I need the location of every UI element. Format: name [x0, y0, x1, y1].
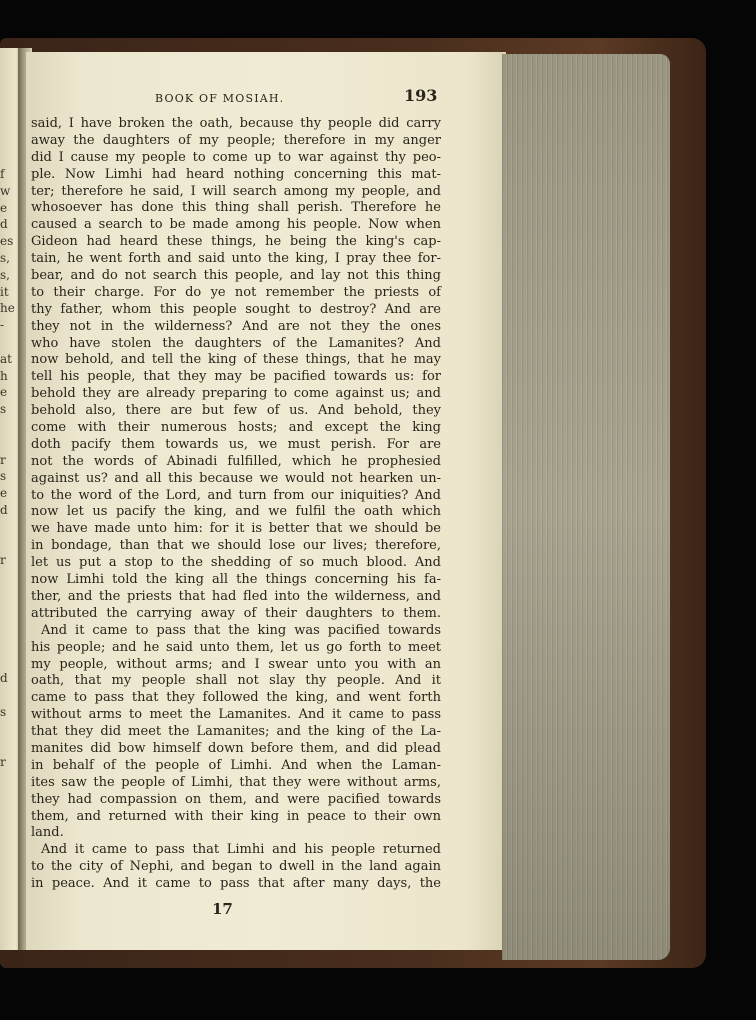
page-number: 193 — [404, 86, 438, 105]
text-line: ter; therefore he said, I will search among my people, and — [31, 183, 441, 199]
text-line: now let us pacify the king, and we fulfil the oath which — [31, 504, 441, 520]
text-line: without arms to meet the Lamanites. And it came to pass — [31, 707, 441, 723]
text-line: now behold, and tell the king of these things, that he may — [31, 352, 441, 368]
text-line: did I cause my people to come up to war against thy peo- — [31, 149, 441, 165]
page-body-text — [31, 116, 441, 893]
text-line: Gideon had heard these things, he being the king's cap- — [31, 234, 441, 250]
left-page-text-fragments: f w e d es s, s, it he - at h e s r s e d r d s r — [0, 167, 15, 769]
text-line: And it came to pass that Limhi and his people returned — [41, 842, 441, 858]
text-line: behold also, there are but few of us. And behold, they — [31, 403, 441, 419]
text-line: away the daughters of my people; therefore in my anger — [31, 132, 441, 148]
text-line: bear, and do not search this people, and lay not this thing — [31, 268, 441, 284]
text-line: they not in the wilderness? And are not they the ones — [31, 318, 441, 334]
text-line: come with their numerous hosts; and except the king — [31, 420, 441, 436]
text-line: against us? and all this because we would not hearken un- — [31, 470, 441, 486]
text-line: my people, without arms; and I swear unto you with an — [31, 656, 441, 672]
text-line: land. — [31, 825, 64, 841]
page-block-shading — [502, 54, 670, 960]
text-line: ites saw the people of Limhi, that they were without arms, — [31, 774, 441, 790]
text-line: they had compassion on them, and were pacified towards — [31, 791, 441, 807]
text-line: tain, he went forth and said unto the king, I pray thee for- — [31, 251, 441, 267]
text-line: that they did meet the Lamanites; and the king of the La- — [31, 724, 441, 740]
text-line: we have made unto him: for it is better that we should be — [31, 521, 441, 537]
text-line: tell his people, that they may be pacified towards us: for — [31, 369, 441, 385]
text-line: said, I have broken the oath, because thy people did carry — [31, 116, 441, 131]
running-head: BOOK OF MOSIAH. — [155, 92, 285, 105]
text-line: came to pass that they followed the king, and went forth — [31, 690, 441, 706]
text-line: ple. Now Limhi had heard nothing concerning this mat- — [31, 166, 441, 182]
text-line: his people; and he said unto them, let us go forth to meet — [31, 639, 441, 655]
text-line: thy father, whom this people sought to destroy? And are — [31, 301, 441, 317]
text-line: to the city of Nephi, and began to dwell in the land again — [31, 859, 441, 875]
text-line: in bondage, than that we should lose our lives; therefore, — [31, 538, 441, 554]
text-line: in peace. And it came to pass that after many days, the — [31, 876, 441, 892]
text-line: behold they are already preparing to come against us; and — [31, 386, 441, 402]
text-line: to their charge. For do ye not remember the priests of — [31, 284, 441, 300]
text-line: manites did bow himself down before them, and did plead — [31, 740, 441, 756]
text-line: attributed the carrying away of their daughters to them. — [31, 605, 441, 621]
text-line: to the word of the Lord, and turn from our iniquities? And — [31, 487, 441, 503]
text-line: And it came to pass that the king was pacified towards — [41, 622, 441, 638]
text-line: doth pacify them towards us, we must perish. For are — [31, 436, 441, 452]
text-line: whosoever has done this thing shall perish. Therefore he — [31, 200, 441, 216]
text-line: them, and returned with their king in peace to their own — [31, 808, 441, 824]
text-line: caused a search to be made among his people. Now when — [31, 217, 441, 233]
text-line: let us put a stop to the shedding of so much blood. And — [31, 555, 441, 571]
text-line: now Limhi told the king all the things concerning his fa- — [31, 572, 441, 588]
text-line: oath, that my people shall not slay thy people. And it — [31, 673, 441, 689]
text-line: in behalf of the people of Limhi. And when the Laman- — [31, 757, 441, 773]
text-line: not the words of Abinadi fulfilled, which he prophesied — [31, 453, 441, 469]
text-line: ther, and the priests that had fled into the wilderness, and — [31, 588, 441, 604]
text-line: who have stolen the daughters of the Lamanites? And — [31, 335, 441, 351]
signature-mark: 17 — [212, 900, 233, 918]
